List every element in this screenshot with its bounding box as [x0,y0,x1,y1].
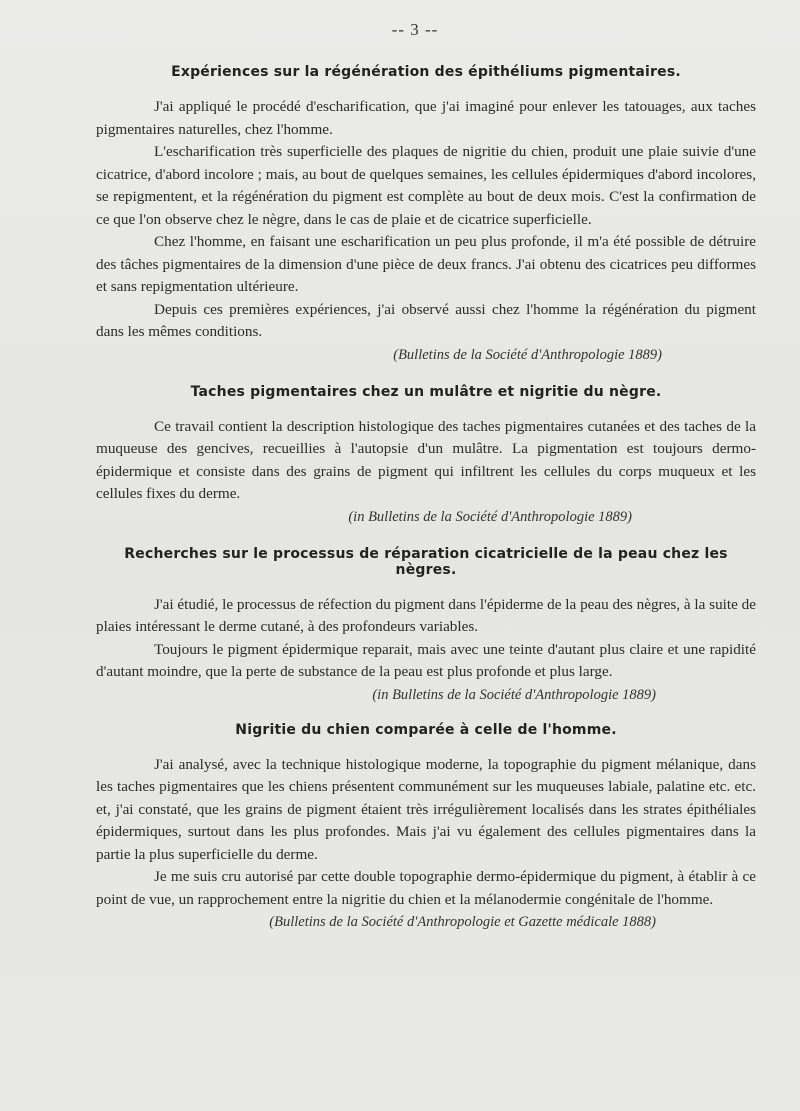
page-number: -- 3 -- [391,20,439,39]
section-mulatre [96,384,756,528]
paragraph: Je me suis cru autorisé par cette double topographie dermo-épidermique du pigment, à établir à ce point de vue, un rapprochement entre la nigritie du chien et la mélanodermie congénitale de l'homme. [96,868,756,908]
section-regeneration [96,64,756,366]
paragraph: Ce travail contient la description histologique des taches pigmentaires cutanées et des taches de la muqueuse des gencives, recueillies à l'autopsie d'un mulâtre. La pigmentation est toujours dermo-épidermique et consiste dans des grains de pigment qui infiltrent les cellules du corps muqueux et les cellules fixes du derme. [96,417,756,502]
section-title: Taches pigmentaires chez un mulâtre et nigritie du nègre. [190,383,662,400]
paragraph: Chez l'homme, en faisant une escharification un peu plus profonde, il m'a été possible de détruire des tâches pigmentaires de la dimension d'une pièce de deux francs. J'ai obtenu des cicatrices peu difformes et sans repigmentation ultérieure. [96,233,756,295]
paragraph: L'escharification très superficielle des plaques de nigritie du chien, produit une plaie suivie d'une cicatrice, d'abord incolore ; mais, au bout de quelques semaines, les cellules épidermiques d'abord incolores, se repigmentent, et la régénération du pigment est complète au bout de deux mois. C'est la confirmation de ce que l'on observe chez le nègre, dans le cas de plaie et de cicatrice superficielle. [96,143,756,228]
paragraph: Depuis ces premières expériences, j'ai observé aussi chez l'homme la régénération du pigment dans les mêmes conditions. [96,300,756,340]
paragraph: Toujours le pigment épidermique reparait, mais avec une teinte d'autant plus claire et une rapidité d'autant moindre, que la perte de substance de la peau est plus profonde et plus large. [96,640,756,680]
section-title: Nigritie du chien comparée à celle de l'homme. [235,721,617,738]
citation: (in Bulletins de la Société d'Anthropologie 1889) [348,508,632,525]
section-nigritie-chien [96,722,756,934]
citation: (Bulletins de la Société d'Anthropologie 1889) [393,346,662,363]
citation: (Bulletins de la Société d'Anthropologie et Gazette médicale 1888) [269,914,656,930]
paragraph: J'ai analysé, avec la technique histologique moderne, la topographie du pigment mélanique, dans les taches pigmentaires que les chiens présentent communément sur les muqueuses labiale, palatine etc. etc. et, j'ai constaté, que les grains de pigment étaient très irrégulièrement localisés dans les strates épithéliales épidermiques, surtout dans les plus profondes. Mais j'ai vu également des cellules pigmentaires dans la partie la plus superficielle du derme. [96,755,756,863]
paragraph: J'ai appliqué le procédé d'escharification, que j'ai imaginé pour enlever les tatouages, aux taches pigmentaires naturelles, chez l'homme. [96,98,756,138]
citation: (in Bulletins de la Société d'Anthropologie 1889) [372,686,656,703]
section-title: Expériences sur la régénération des épithéliums pigmentaires. [171,64,681,80]
paragraph: J'ai étudié, le processus de réfection du pigment dans l'épiderme de la peau des nègres, à la suite de plaies intéressant le derme cutané, à des profondeurs variables. [96,595,756,635]
document-body [96,62,756,933]
section-reparation [96,546,756,706]
section-title: Recherches sur le processus de réparation cicatricielle de la peau chez les nègres. [124,545,728,578]
